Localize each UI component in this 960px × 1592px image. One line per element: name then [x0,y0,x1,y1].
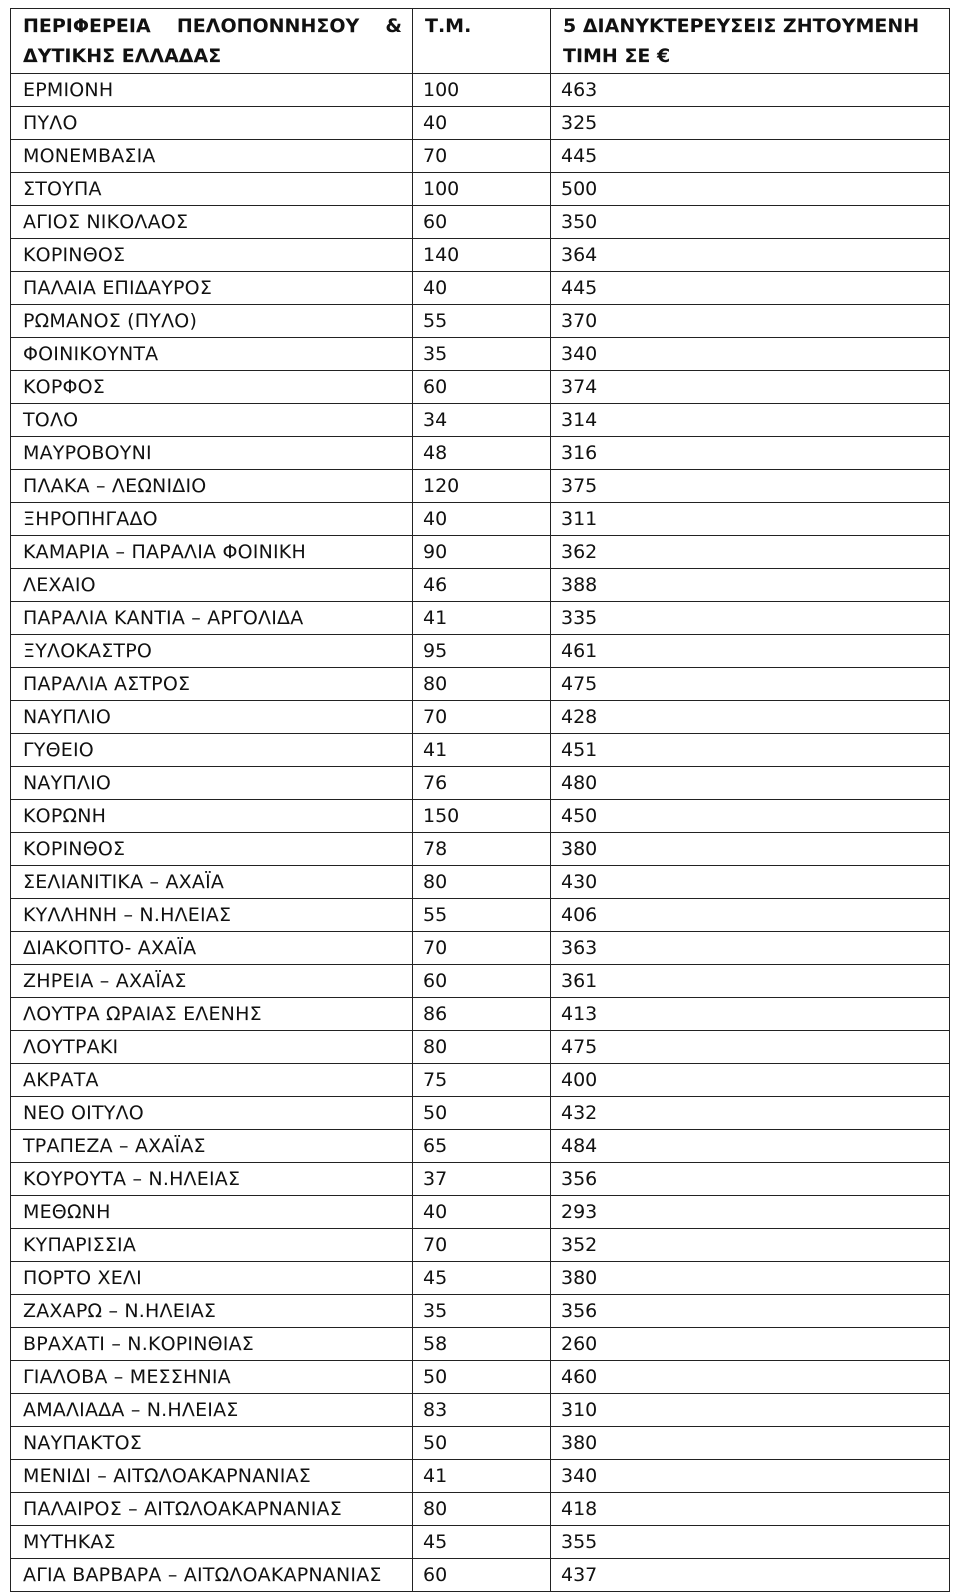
cell-price: 430 [551,866,950,899]
cell-price: 311 [551,503,950,536]
cell-price: 445 [551,140,950,173]
cell-sqm: 41 [413,602,551,635]
cell-location: ΝΑΥΠΑΚΤΟΣ [11,1427,413,1460]
cell-location: ΚΟΡΦΟΣ [11,371,413,404]
table-row [11,503,950,536]
cell-location: ΖΗΡΕΙΑ – ΑΧΑΪΑΣ [11,965,413,998]
cell-location: ΚΟΡΙΝΘΟΣ [11,833,413,866]
cell-location: ΓΥΘΕΙΟ [11,734,413,767]
cell-sqm: 50 [413,1427,551,1460]
cell-location: ΑΚΡΑΤΑ [11,1064,413,1097]
cell-price: 475 [551,1031,950,1064]
cell-location: ΛΟΥΤΡΑ ΩΡΑΙΑΣ ΕΛΕΝΗΣ [11,998,413,1031]
cell-location: ΔΙΑΚΟΠΤΟ- ΑΧΑΪΑ [11,932,413,965]
table-row [11,173,950,206]
table-row [11,1361,950,1394]
cell-price: 460 [551,1361,950,1394]
table-row [11,1097,950,1130]
cell-sqm: 40 [413,272,551,305]
cell-location: ΝΕΟ ΟΙΤΥΛΟ [11,1097,413,1130]
cell-sqm: 90 [413,536,551,569]
table-row [11,668,950,701]
cell-price: 450 [551,800,950,833]
cell-sqm: 40 [413,1196,551,1229]
cell-sqm: 65 [413,1130,551,1163]
header-price: 5 ΔΙΑΝΥΚΤΕΡΕΥΣΕΙΣ ΖΗΤΟΥΜΕΝΗ ΤΙΜΗ ΣΕ € [551,9,950,74]
table-row [11,1262,950,1295]
cell-price: 375 [551,470,950,503]
table-row [11,1031,950,1064]
cell-location: ΛΕΧΑΙΟ [11,569,413,602]
cell-price: 363 [551,932,950,965]
cell-sqm: 37 [413,1163,551,1196]
cell-location: ΜΕΘΩΝΗ [11,1196,413,1229]
cell-location: ΠΥΛΟ [11,107,413,140]
cell-sqm: 40 [413,503,551,536]
cell-price: 350 [551,206,950,239]
cell-price: 316 [551,437,950,470]
cell-location: ΓΙΑΛΟΒΑ – ΜΕΣΣΗΝΙΑ [11,1361,413,1394]
cell-sqm: 41 [413,734,551,767]
cell-sqm: 78 [413,833,551,866]
cell-location: ΒΡΑΧΑΤΙ – Ν.ΚΟΡΙΝΘΙΑΣ [11,1328,413,1361]
cell-location: ΑΜΑΛΙΑΔΑ – Ν.ΗΛΕΙΑΣ [11,1394,413,1427]
table-row [11,767,950,800]
cell-sqm: 86 [413,998,551,1031]
cell-price: 293 [551,1196,950,1229]
cell-sqm: 75 [413,1064,551,1097]
table-row [11,305,950,338]
cell-price: 380 [551,1262,950,1295]
table-row [11,1064,950,1097]
table-row [11,833,950,866]
cell-sqm: 140 [413,239,551,272]
table-row [11,1460,950,1493]
cell-sqm: 35 [413,338,551,371]
table-row [11,866,950,899]
cell-sqm: 46 [413,569,551,602]
cell-sqm: 70 [413,701,551,734]
table-row [11,1295,950,1328]
cell-price: 361 [551,965,950,998]
cell-price: 355 [551,1526,950,1559]
table-row [11,107,950,140]
cell-location: ΠΛΑΚΑ – ΛΕΩΝΙΔΙΟ [11,470,413,503]
cell-price: 484 [551,1130,950,1163]
cell-location: ΝΑΥΠΛΙΟ [11,767,413,800]
cell-price: 380 [551,1427,950,1460]
cell-location: ΜΑΥΡΟΒΟΥΝΙ [11,437,413,470]
table-row [11,272,950,305]
cell-price: 335 [551,602,950,635]
cell-price: 310 [551,1394,950,1427]
cell-sqm: 60 [413,1559,551,1592]
cell-price: 388 [551,569,950,602]
cell-location: ΠΑΡΑΛΙΑ ΑΣΤΡΟΣ [11,668,413,701]
table-row [11,602,950,635]
cell-price: 475 [551,668,950,701]
cell-sqm: 80 [413,668,551,701]
table-row [11,1229,950,1262]
cell-sqm: 60 [413,371,551,404]
cell-price: 437 [551,1559,950,1592]
cell-location: ΠΑΛΑΙΡΟΣ – ΑΙΤΩΛΟΑΚΑΡΝΑΝΙΑΣ [11,1493,413,1526]
cell-location: ΤΡΑΠΕΖΑ – ΑΧΑΪΑΣ [11,1130,413,1163]
cell-location: ΣΕΛΙΑΝΙΤΙΚΑ – ΑΧΑΪΑ [11,866,413,899]
cell-location: ΖΑΧΑΡΩ – Ν.ΗΛΕΙΑΣ [11,1295,413,1328]
table-row [11,1526,950,1559]
cell-sqm: 48 [413,437,551,470]
cell-price: 356 [551,1295,950,1328]
cell-sqm: 34 [413,404,551,437]
cell-price: 362 [551,536,950,569]
cell-price: 461 [551,635,950,668]
table-row [11,1196,950,1229]
cell-price: 463 [551,74,950,107]
cell-sqm: 40 [413,107,551,140]
cell-location: ΚΟΡΙΝΘΟΣ [11,239,413,272]
table-row [11,800,950,833]
cell-sqm: 100 [413,173,551,206]
table-row [11,338,950,371]
cell-price: 380 [551,833,950,866]
cell-price: 480 [551,767,950,800]
table-row [11,1493,950,1526]
cell-location: ΝΑΥΠΛΙΟ [11,701,413,734]
cell-price: 325 [551,107,950,140]
cell-location: ΚΑΜΑΡΙΑ – ΠΑΡΑΛΙΑ ΦΟΙΝΙΚΗ [11,536,413,569]
table-row [11,74,950,107]
cell-sqm: 80 [413,1493,551,1526]
cell-price: 418 [551,1493,950,1526]
cell-location: ΜΥΤΗΚΑΣ [11,1526,413,1559]
cell-sqm: 45 [413,1262,551,1295]
table-row [11,1328,950,1361]
table-row [11,404,950,437]
cell-price: 314 [551,404,950,437]
cell-price: 340 [551,1460,950,1493]
cell-sqm: 35 [413,1295,551,1328]
cell-price: 428 [551,701,950,734]
cell-price: 356 [551,1163,950,1196]
table-row [11,734,950,767]
cell-price: 451 [551,734,950,767]
cell-location: ΠΑΡΑΛΙΑ ΚΑΝΤΙΑ – ΑΡΓΟΛΙΔΑ [11,602,413,635]
cell-price: 364 [551,239,950,272]
table-row [11,437,950,470]
cell-sqm: 80 [413,866,551,899]
cell-sqm: 70 [413,140,551,173]
table-row [11,1163,950,1196]
cell-location: ΕΡΜΙΟΝΗ [11,74,413,107]
rentals-table [10,8,950,1592]
cell-price: 340 [551,338,950,371]
table-row [11,965,950,998]
cell-price: 432 [551,1097,950,1130]
header-row [11,9,950,74]
cell-price: 413 [551,998,950,1031]
cell-price: 374 [551,371,950,404]
cell-sqm: 83 [413,1394,551,1427]
table-row [11,1130,950,1163]
cell-sqm: 95 [413,635,551,668]
table-row [11,206,950,239]
cell-location: ΚΥΛΛΗΝΗ – Ν.ΗΛΕΙΑΣ [11,899,413,932]
cell-price: 400 [551,1064,950,1097]
cell-location: ΑΓΙΟΣ ΝΙΚΟΛΑΟΣ [11,206,413,239]
table-row [11,701,950,734]
table-row [11,1559,950,1592]
cell-location: ΜΕΝΙΔΙ – ΑΙΤΩΛΟΑΚΑΡΝΑΝΙΑΣ [11,1460,413,1493]
cell-sqm: 41 [413,1460,551,1493]
cell-location: ΠΟΡΤΟ ΧΕΛΙ [11,1262,413,1295]
cell-sqm: 76 [413,767,551,800]
table-row [11,998,950,1031]
cell-sqm: 55 [413,305,551,338]
cell-sqm: 70 [413,932,551,965]
cell-sqm: 50 [413,1361,551,1394]
cell-location: ΡΩΜΑΝΟΣ (ΠΥΛΟ) [11,305,413,338]
table-body [11,74,950,1592]
cell-location: ΤΟΛΟ [11,404,413,437]
cell-location: ΑΓΙΑ ΒΑΡΒΑΡΑ – ΑΙΤΩΛΟΑΚΑΡΝΑΝΙΑΣ [11,1559,413,1592]
cell-sqm: 80 [413,1031,551,1064]
cell-sqm: 45 [413,1526,551,1559]
table-row [11,1394,950,1427]
cell-price: 260 [551,1328,950,1361]
cell-sqm: 50 [413,1097,551,1130]
cell-sqm: 120 [413,470,551,503]
table-row [11,470,950,503]
cell-location: ΞΗΡΟΠΗΓΑΔΟ [11,503,413,536]
cell-price: 445 [551,272,950,305]
cell-location: ΞΥΛΟΚΑΣΤΡΟ [11,635,413,668]
cell-sqm: 100 [413,74,551,107]
cell-sqm: 60 [413,965,551,998]
cell-location: ΦΟΙΝΙΚΟΥΝΤΑ [11,338,413,371]
cell-price: 406 [551,899,950,932]
cell-sqm: 58 [413,1328,551,1361]
table-row [11,239,950,272]
cell-sqm: 150 [413,800,551,833]
cell-sqm: 70 [413,1229,551,1262]
cell-location: ΛΟΥΤΡΑΚΙ [11,1031,413,1064]
table-row [11,140,950,173]
cell-price: 500 [551,173,950,206]
cell-location: ΠΑΛΑΙΑ ΕΠΙΔΑΥΡΟΣ [11,272,413,305]
cell-sqm: 55 [413,899,551,932]
cell-sqm: 60 [413,206,551,239]
cell-location: ΣΤΟΥΠΑ [11,173,413,206]
cell-location: ΚΥΠΑΡΙΣΣΙΑ [11,1229,413,1262]
cell-location: ΚΟΡΩΝΗ [11,800,413,833]
header-sqm: Τ.Μ. [413,9,551,74]
table-row [11,932,950,965]
table-row [11,569,950,602]
table-row [11,536,950,569]
cell-location: ΚΟΥΡΟΥΤΑ – Ν.ΗΛΕΙΑΣ [11,1163,413,1196]
cell-location: ΜΟΝΕΜΒΑΣΙΑ [11,140,413,173]
cell-price: 370 [551,305,950,338]
header-location: ΠΕΡΙΦΕΡΕΙΑ ΠΕΛΟΠΟΝΝΗΣΟΥ & ΔΥΤΙΚΗΣ ΕΛΛΑΔΑΣ [11,9,413,74]
table-row [11,371,950,404]
table-row [11,1427,950,1460]
table-row [11,635,950,668]
table-row [11,899,950,932]
cell-price: 352 [551,1229,950,1262]
